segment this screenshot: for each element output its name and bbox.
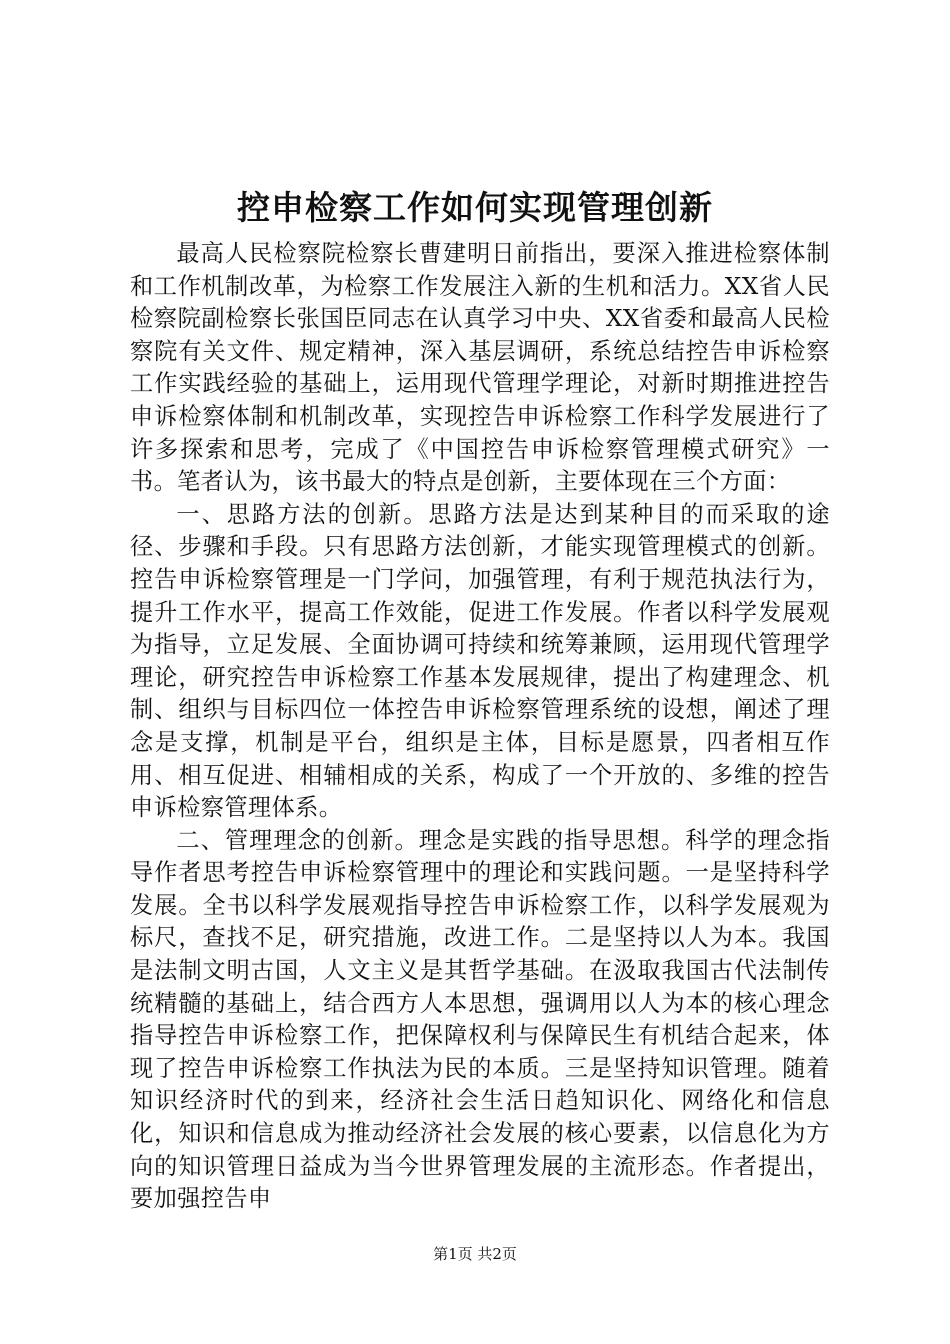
paragraph-intro: 最高人民检察院检察长曹建明日前指出，要深入推进检察体制和工作机制改革，为检察工作发展注入新的生机和活力。XX省人民检察院副检察长张国臣同志在认真学习中央、XX省委和最高人民检察院有关文件、规定精神，深入基层调研，系统总结控告申诉检察工作实践经验的基础上，运用现代管理学理论，对新时期推进控告申诉检察体制和机制改革，实现控告申诉检察工作科学发展进行了许多探索和思考，完成了《中国控告申诉检察管理模式研究》一书。笔者认为，该书最大的特点是创新，主要体现在三个方面：: [130, 240, 830, 496]
paragraph-management-concept: 二、管理理念的创新。理念是实践的指导思想。科学的理念指导作者思考控告申诉检察管理中的理论和实践问题。一是坚持科学发展。全书以科学发展观指导控告申诉检察工作，以科学发展观为标尺，查找不足，研究措施，改进工作。二是坚持以人为本。我国是法制文明古国，人文主义是其哲学基础。在汲取我国古代法制传统精髓的基础上，结合西方人本思想，强调用以人为本的核心理念指导控告申诉检察工作，把保障权利与保障民生有机结合起来，体现了控告申诉检察工作执法为民的本质。三是坚持知识管理。随着知识经济时代的到来，经济社会生活日趋知识化、网络化和信息化，知识和信息成为推动经济社会发展的核心要素，以信息化为方向的知识管理日益成为当今世界管理发展的主流形态。作者提出，要加强控告申: [130, 826, 830, 1213]
page-footer: 第1页 共2页: [433, 1245, 517, 1263]
document-body: [130, 238, 830, 1216]
paragraph-thinking-method: 一、思路方法的创新。思路方法是达到某种目的而采取的途径、步骤和手段。只有思路方法创新，才能实现管理模式的创新。控告申诉检察管理是一门学问，加强管理，有利于规范执法行为，提升工作水平，提高工作效能，促进工作发展。作者以科学发展观为指导，立足发展、全面协调可持续和统筹兼顾，运用现代管理学理论，研究控告申诉检察工作基本发展规律，提出了构建理念、机制、组织与目标四位一体控告申诉检察管理系统的设想，阐述了理念是支撑，机制是平台，组织是主体，目标是愿景，四者相互作用、相互促进、相辅相成的关系，构成了一个开放的、多维的控告申诉检察管理体系。: [130, 500, 830, 822]
page-title: 控申检察工作如何实现管理创新: [237, 188, 713, 227]
